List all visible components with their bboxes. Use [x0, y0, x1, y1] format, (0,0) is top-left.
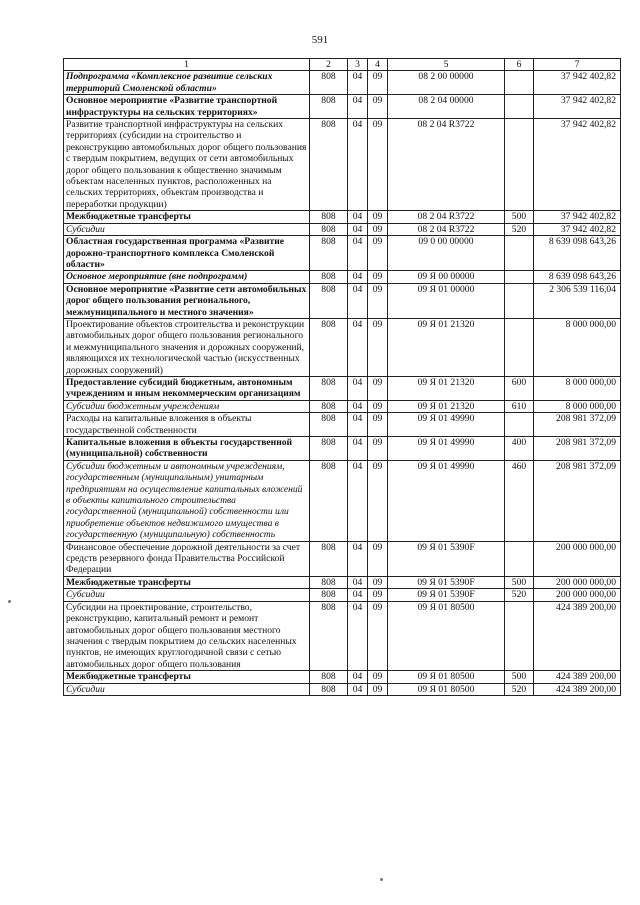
cell-subsection: 09	[368, 223, 388, 235]
table-row	[64, 683, 621, 695]
cell-ministry: 808	[310, 283, 348, 318]
cell-expense-type	[505, 318, 534, 376]
table-row	[64, 671, 621, 683]
cell-name: Основное мероприятие «Развитие сети автомобильных дорог общего пользования регионального, межмуниципального и местного значения»	[64, 283, 310, 318]
cell-section: 04	[348, 95, 368, 119]
cell-target-article: 09 Я 01 21320	[388, 400, 505, 412]
cell-name: Финансовое обеспечение дорожной деятельности за счет средств резервного фонда Правительства Российской Федерации	[64, 541, 310, 576]
cell-expense-type: 500	[505, 671, 534, 683]
cell-expense-type	[505, 283, 534, 318]
cell-amount: 424 389 200,00	[534, 671, 621, 683]
cell-name: Межбюджетные трансферты	[64, 211, 310, 223]
cell-section: 04	[348, 576, 368, 588]
cell-ministry: 808	[310, 413, 348, 437]
cell-name: Расходы на капитальные вложения в объекты государственной собственности	[64, 413, 310, 437]
header-cell: 6	[505, 59, 534, 71]
cell-name: Подпрограмма «Комплексное развитие сельских территорий Смоленской области»	[64, 71, 310, 95]
cell-subsection: 09	[368, 318, 388, 376]
cell-subsection: 09	[368, 211, 388, 223]
table-row	[64, 376, 621, 400]
cell-expense-type	[505, 119, 534, 211]
cell-name: Субсидии на проектирование, строительство, реконструкцию, капитальный ремонт и ремонт автомобильных дорог общего пользования местного значения с твердым покрытием до сельских населенных пунктов, не имеющих круглогодичной связи с сетью автомобильных дорог общего пользования	[64, 601, 310, 670]
cell-target-article: 09 Я 01 5390F	[388, 589, 505, 601]
cell-amount: 424 389 200,00	[534, 683, 621, 695]
cell-expense-type: 600	[505, 376, 534, 400]
cell-target-article: 09 0 00 00000	[388, 236, 505, 271]
table-row	[64, 589, 621, 601]
cell-section: 04	[348, 683, 368, 695]
table-row	[64, 271, 621, 283]
cell-name: Проектирование объектов строительства и реконструкции автомобильных дорог общего пользования регионального и межмуниципального значения и дорожных сооружений, являющихся их технологической частью (искусственных дорожных сооружений)	[64, 318, 310, 376]
cell-expense-type: 400	[505, 437, 534, 461]
table-row	[64, 400, 621, 412]
cell-section: 04	[348, 460, 368, 541]
cell-amount: 37 942 402,82	[534, 71, 621, 95]
cell-target-article: 09 Я 01 80500	[388, 671, 505, 683]
header-cell: 7	[534, 59, 621, 71]
header-cell: 2	[310, 59, 348, 71]
cell-subsection: 09	[368, 95, 388, 119]
cell-target-article: 09 Я 01 49990	[388, 460, 505, 541]
cell-target-article: 09 Я 01 5390F	[388, 541, 505, 576]
cell-name: Областная государственная программа «Развитие дорожно-транспортного комплекса Смоленской области»	[64, 236, 310, 271]
table-row	[64, 460, 621, 541]
cell-amount: 37 942 402,82	[534, 211, 621, 223]
cell-section: 04	[348, 211, 368, 223]
cell-expense-type	[505, 236, 534, 271]
cell-section: 04	[348, 236, 368, 271]
cell-expense-type: 500	[505, 576, 534, 588]
cell-ministry: 808	[310, 71, 348, 95]
cell-ministry: 808	[310, 601, 348, 670]
cell-ministry: 808	[310, 223, 348, 235]
cell-amount: 208 981 372,09	[534, 460, 621, 541]
cell-section: 04	[348, 376, 368, 400]
cell-subsection: 09	[368, 376, 388, 400]
cell-subsection: 09	[368, 283, 388, 318]
cell-target-article: 09 Я 01 80500	[388, 683, 505, 695]
cell-expense-type: 610	[505, 400, 534, 412]
table-row	[64, 119, 621, 211]
cell-ministry: 808	[310, 376, 348, 400]
cell-target-article: 09 Я 01 21320	[388, 376, 505, 400]
cell-ministry: 808	[310, 95, 348, 119]
cell-subsection: 09	[368, 576, 388, 588]
cell-ministry: 808	[310, 460, 348, 541]
table-row	[64, 71, 621, 95]
cell-expense-type	[505, 541, 534, 576]
table-row	[64, 283, 621, 318]
table-row	[64, 576, 621, 588]
table-header-row	[64, 59, 621, 71]
cell-target-article: 09 Я 01 49990	[388, 413, 505, 437]
cell-expense-type: 460	[505, 460, 534, 541]
cell-expense-type	[505, 601, 534, 670]
cell-section: 04	[348, 283, 368, 318]
scan-speck	[380, 878, 383, 881]
cell-target-article: 08 2 04 R3722	[388, 223, 505, 235]
cell-amount: 200 000 000,00	[534, 589, 621, 601]
cell-section: 04	[348, 271, 368, 283]
table-row	[64, 318, 621, 376]
cell-ministry: 808	[310, 271, 348, 283]
scan-speck	[8, 600, 11, 603]
header-cell: 3	[348, 59, 368, 71]
cell-ministry: 808	[310, 576, 348, 588]
cell-ministry: 808	[310, 318, 348, 376]
cell-section: 04	[348, 119, 368, 211]
cell-name: Капитальные вложения в объекты государственной (муниципальной) собственности	[64, 437, 310, 461]
cell-section: 04	[348, 223, 368, 235]
cell-name: Субсидии бюджетным и автономным учреждениям, государственным (муниципальным) унитарным предприятиям на осуществление капитальных вложений в объекты капитального строительства государственной (муниципальной) собственности или приобретение объектов недвижимого имущества в государственную (муниципальную) собственность	[64, 460, 310, 541]
cell-name: Субсидии бюджетным учреждениям	[64, 400, 310, 412]
table-row	[64, 236, 621, 271]
cell-target-article: 09 Я 01 00000	[388, 283, 505, 318]
cell-amount: 424 389 200,00	[534, 601, 621, 670]
cell-expense-type: 520	[505, 223, 534, 235]
cell-amount: 37 942 402,82	[534, 223, 621, 235]
cell-name: Субсидии	[64, 683, 310, 695]
cell-name: Межбюджетные трансферты	[64, 576, 310, 588]
cell-subsection: 09	[368, 671, 388, 683]
cell-target-article: 08 2 04 R3722	[388, 211, 505, 223]
cell-ministry: 808	[310, 400, 348, 412]
cell-amount: 208 981 372,09	[534, 413, 621, 437]
cell-subsection: 09	[368, 683, 388, 695]
cell-name: Основное мероприятие (вне подпрограмм)	[64, 271, 310, 283]
cell-target-article: 09 Я 01 5390F	[388, 576, 505, 588]
table-row	[64, 601, 621, 670]
header-cell: 5	[388, 59, 505, 71]
table-row	[64, 95, 621, 119]
cell-name: Развитие транспортной инфраструктуры на сельских территориях (субсидии на строительство и реконструкцию автомобильных дорог общего пользования с твердым покрытием, ведущих от сети автомобильных дорог общего пользования к общественно значимым объектам населенных пунктов, расположенных на сельских территориях, объектам производства и переработки продукции)	[64, 119, 310, 211]
cell-subsection: 09	[368, 601, 388, 670]
cell-amount: 208 981 372,09	[534, 437, 621, 461]
cell-section: 04	[348, 541, 368, 576]
table-row	[64, 211, 621, 223]
cell-amount: 8 000 000,00	[534, 376, 621, 400]
cell-expense-type	[505, 95, 534, 119]
cell-subsection: 09	[368, 460, 388, 541]
cell-amount: 8 639 098 643,26	[534, 236, 621, 271]
cell-ministry: 808	[310, 671, 348, 683]
cell-target-article: 08 2 04 R3722	[388, 119, 505, 211]
cell-expense-type	[505, 413, 534, 437]
cell-expense-type: 500	[505, 211, 534, 223]
cell-target-article: 09 Я 01 80500	[388, 601, 505, 670]
cell-name: Межбюджетные трансферты	[64, 671, 310, 683]
cell-section: 04	[348, 671, 368, 683]
cell-amount: 200 000 000,00	[534, 541, 621, 576]
cell-section: 04	[348, 318, 368, 376]
cell-name: Основное мероприятие «Развитие транспортной инфраструктуры на сельских территориях»	[64, 95, 310, 119]
cell-amount: 8 000 000,00	[534, 400, 621, 412]
cell-subsection: 09	[368, 236, 388, 271]
cell-ministry: 808	[310, 589, 348, 601]
cell-name: Предоставление субсидий бюджетным, автономным учреждениям и иным некоммерческим организациям	[64, 376, 310, 400]
cell-ministry: 808	[310, 119, 348, 211]
cell-subsection: 09	[368, 589, 388, 601]
header-cell: 4	[368, 59, 388, 71]
cell-amount: 37 942 402,82	[534, 95, 621, 119]
header-cell: 1	[64, 59, 310, 71]
cell-expense-type: 520	[505, 589, 534, 601]
cell-expense-type	[505, 271, 534, 283]
cell-ministry: 808	[310, 541, 348, 576]
cell-section: 04	[348, 601, 368, 670]
cell-amount: 2 306 539 116,04	[534, 283, 621, 318]
cell-section: 04	[348, 400, 368, 412]
cell-subsection: 09	[368, 119, 388, 211]
cell-target-article: 09 Я 01 49990	[388, 437, 505, 461]
table-row	[64, 223, 621, 235]
table-row	[64, 541, 621, 576]
cell-expense-type	[505, 71, 534, 95]
cell-ministry: 808	[310, 437, 348, 461]
cell-amount: 37 942 402,82	[534, 119, 621, 211]
table-row	[64, 413, 621, 437]
cell-name: Субсидии	[64, 223, 310, 235]
cell-ministry: 808	[310, 236, 348, 271]
cell-subsection: 09	[368, 71, 388, 95]
cell-ministry: 808	[310, 683, 348, 695]
cell-section: 04	[348, 437, 368, 461]
table-row	[64, 437, 621, 461]
cell-subsection: 09	[368, 437, 388, 461]
cell-section: 04	[348, 71, 368, 95]
cell-target-article: 08 2 04 00000	[388, 95, 505, 119]
cell-name: Субсидии	[64, 589, 310, 601]
cell-section: 04	[348, 413, 368, 437]
cell-target-article: 08 2 00 00000	[388, 71, 505, 95]
cell-expense-type: 520	[505, 683, 534, 695]
cell-subsection: 09	[368, 541, 388, 576]
cell-ministry: 808	[310, 211, 348, 223]
cell-amount: 8 639 098 643,26	[534, 271, 621, 283]
cell-target-article: 09 Я 01 21320	[388, 318, 505, 376]
cell-subsection: 09	[368, 413, 388, 437]
cell-subsection: 09	[368, 271, 388, 283]
cell-amount: 200 000 000,00	[534, 576, 621, 588]
cell-amount: 8 000 000,00	[534, 318, 621, 376]
cell-target-article: 09 Я 00 00000	[388, 271, 505, 283]
page-number: 591	[311, 34, 329, 46]
cell-subsection: 09	[368, 400, 388, 412]
cell-section: 04	[348, 589, 368, 601]
budget-table	[63, 58, 621, 696]
